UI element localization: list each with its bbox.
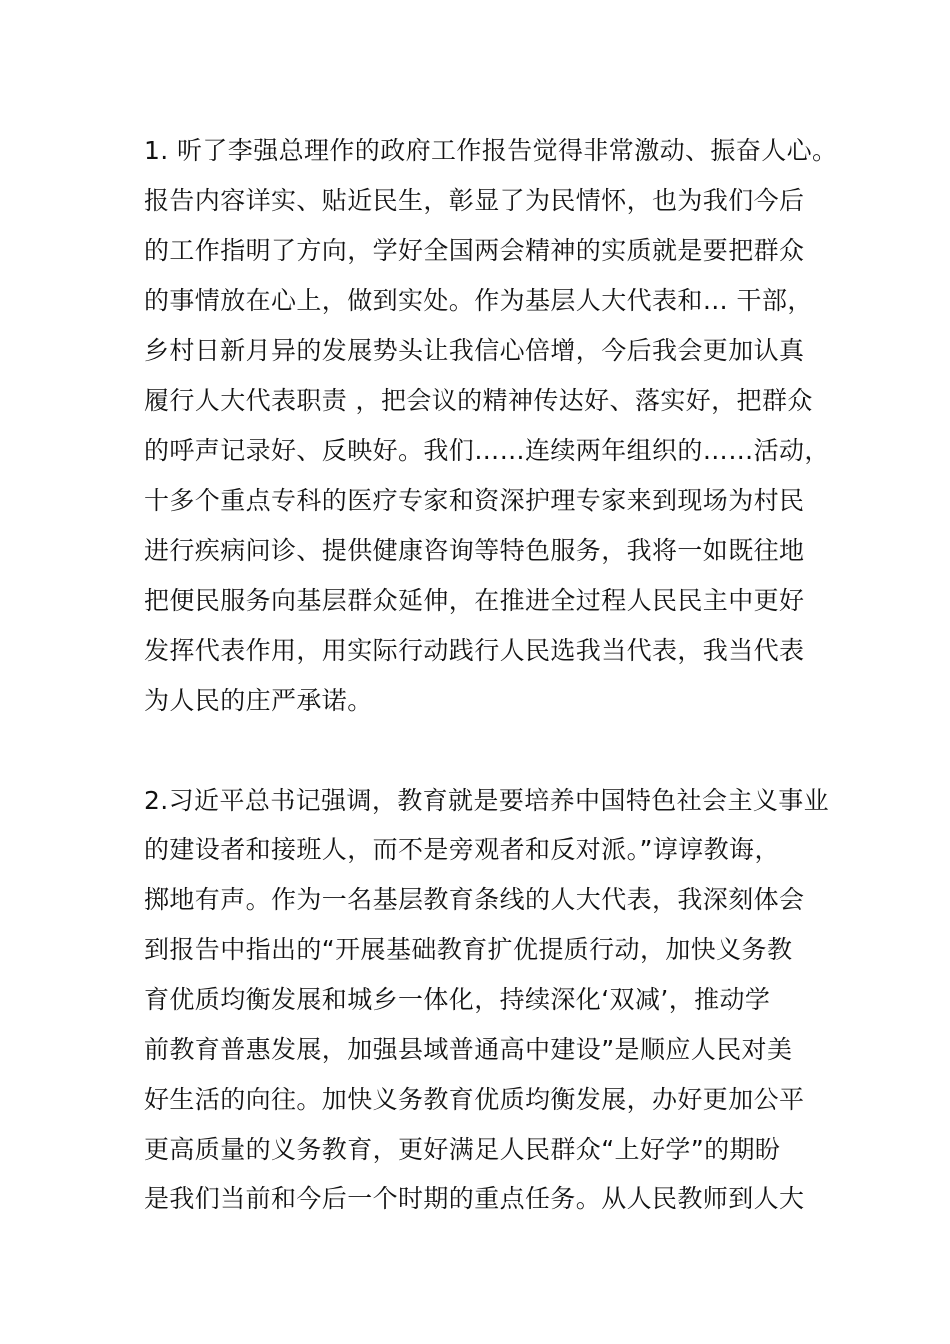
text-line: 的工作指明了方向，学好全国两会精神的实质就是要把群众 [144, 236, 805, 265]
text-line: 十多个重点专科的医疗专家和资深护理专家来到现场为村民 [144, 486, 805, 515]
text-line: 乡村日新月异的发展势头让我信心倍增，今后我会更加认真 [144, 336, 805, 365]
text-line: 育优质均衡发展和城乡一体化，持续深化‘双减’，推动学 [144, 985, 771, 1014]
text-line: 的呼声记录好、反映好。我们……连续两年组织的……活动， [144, 436, 830, 465]
text-line: 把便民服务向基层群众延伸，在推进全过程人民民主中更好 [144, 586, 805, 615]
text-line: 好生活的向往。加快义务教育优质均衡发展，办好更加公平 [144, 1085, 805, 1114]
text-line: 掷地有声。作为一名基层教育条线的人大代表，我深刻体会 [144, 885, 805, 914]
text-line: 前教育普惠发展，加强县域普通高中建设”是顺应人民对美 [144, 1035, 793, 1064]
text-line: 发挥代表作用，用实际行动践行人民选我当代表，我当代表 [144, 636, 805, 665]
text-line: 为人民的庄严承诺。 [144, 686, 373, 715]
text-line: 的事情放在心上，做到实处。作为基层人大代表和… 干部， [144, 286, 813, 315]
text-line: 是我们当前和今后一个时期的重点任务。从人民教师到人大 [144, 1184, 805, 1213]
text-line: 2.习近平总书记强调，教育就是要培养中国特色社会主义事业 [144, 786, 830, 815]
text-line: 的建设者和接班人，而不是旁观者和反对派。”谆谆教诲， [144, 835, 780, 864]
text-line: 更高质量的义务教育，更好满足人民群众“上好学”的期盼 [144, 1135, 781, 1164]
text-line: 履行人大代表职责 ，把会议的精神传达好、落实好，把群众 [144, 386, 813, 415]
text-line: 进行疾病问诊、提供健康咨询等特色服务，我将一如既往地 [144, 536, 805, 565]
text-line: 报告内容详实、贴近民生，彰显了为民情怀，也为我们今后 [144, 186, 805, 215]
text-line: 到报告中指出的“开展基础教育扩优提质行动，加快义务教 [144, 935, 793, 964]
text-line: 1. 听了李强总理作的政府工作报告觉得非常激动、振奋人心。 [144, 136, 838, 165]
